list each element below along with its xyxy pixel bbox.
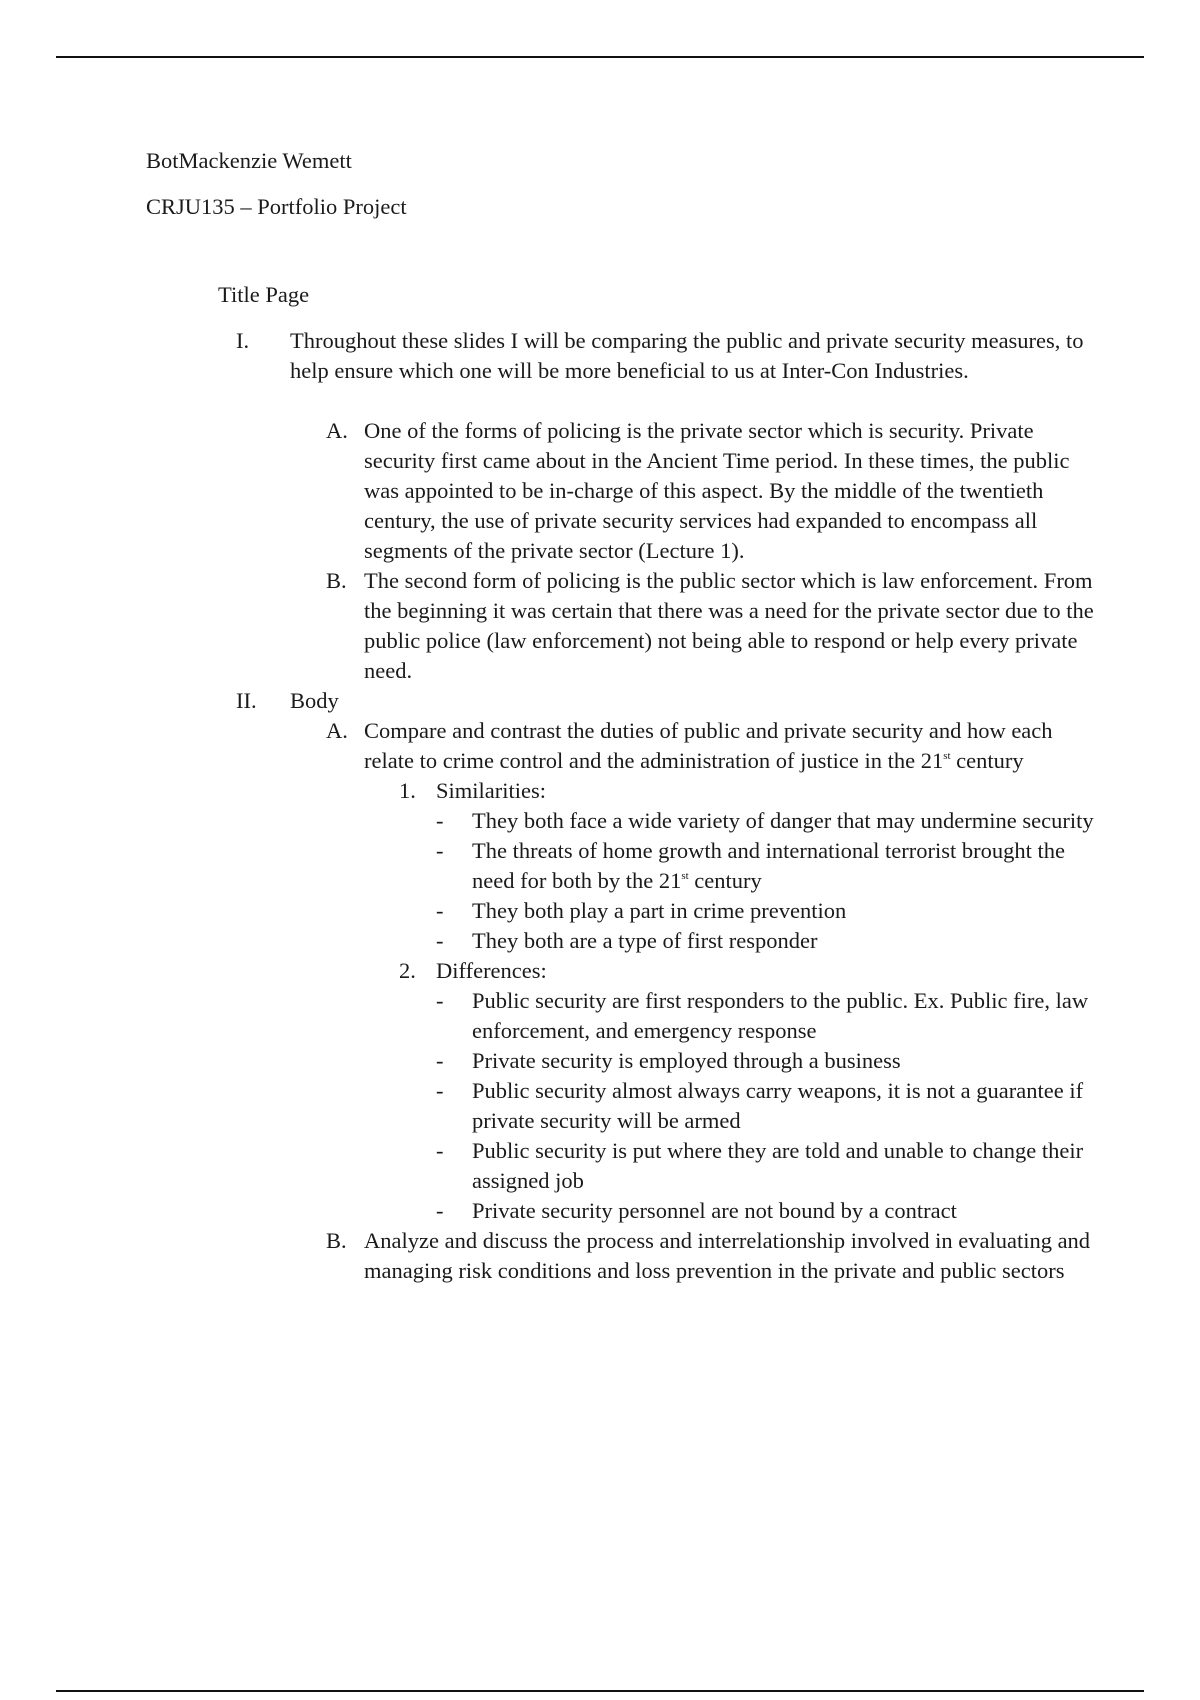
bullet-text: They both are a type of first responder — [472, 928, 818, 953]
section-ii — [146, 686, 1096, 716]
difference-bullet — [146, 986, 1096, 1046]
list-label: Differences: — [436, 958, 547, 983]
difference-bullet — [146, 1046, 1096, 1076]
dash-marker: - — [436, 808, 444, 833]
section-i-text: Throughout these slides I will be comparing the public and private security measures, to help ensure which one will be more beneficial to us at Inter-Con Industries. — [290, 328, 1084, 383]
top-rule — [56, 56, 1144, 58]
similarity-bullet — [146, 896, 1096, 926]
list-number: 1. — [399, 778, 416, 803]
dash-marker: - — [436, 898, 444, 923]
item-marker: A. — [326, 718, 348, 743]
item-text-end: century — [950, 748, 1024, 773]
ordinal-suffix: st — [943, 750, 951, 762]
dash-marker: - — [436, 1138, 444, 1163]
dash-marker: - — [436, 1198, 444, 1223]
bullet-text-end: century — [688, 868, 762, 893]
difference-bullet — [146, 1136, 1096, 1196]
item-marker: B. — [326, 1228, 347, 1253]
dash-marker: - — [436, 1078, 444, 1103]
bullet-text: They both face a wide variety of danger that may undermine security — [472, 808, 1094, 833]
author-name: BotMackenzie Wemett — [146, 148, 352, 173]
item-text: The second form of policing is the public sector which is law enforcement. From the beginning it was certain that there was a need for the private sector due to the public police (law enforcement) not being able to respond or help every private need. — [364, 568, 1094, 683]
outline — [146, 280, 1096, 1286]
differences-heading — [146, 956, 1096, 986]
ordinal-suffix: st — [681, 870, 689, 882]
item-text: Analyze and discuss the process and interrelationship involved in evaluating and managing risk conditions and loss prevention in the private and public sectors — [364, 1228, 1091, 1283]
bullet-text: Public security almost always carry weapons, it is not a guarantee if private security will be armed — [472, 1078, 1084, 1133]
dash-marker: - — [436, 838, 444, 863]
item-marker: B. — [326, 568, 347, 593]
item-text: One of the forms of policing is the private sector which is security. Private security first came about in the Ancient Time period. In these times, the public was appointed to be in-charge of this aspect. By the middle of the twentieth century, the use of private security services had expanded to encompass all segments of the private sector (Lecture 1). — [364, 418, 1070, 563]
section-i-item-b — [146, 566, 1096, 686]
item-text — [364, 716, 1096, 776]
section-i-marker: I. — [236, 328, 250, 353]
course-title: CRJU135 – Portfolio Project — [146, 194, 407, 219]
bullet-text-main: The threats of home growth and international terrorist brought the need for both by the 21 — [472, 838, 1065, 893]
similarity-bullet — [146, 836, 1096, 896]
dash-marker: - — [436, 928, 444, 953]
section-ii-text: Body — [290, 688, 339, 713]
bullet-text: Private security personnel are not bound by a contract — [472, 1198, 957, 1223]
dash-marker: - — [436, 988, 444, 1013]
item-marker: A. — [326, 418, 348, 443]
section-ii-item-b — [146, 1226, 1096, 1286]
bullet-text: Public security is put where they are told and unable to change their assigned job — [472, 1138, 1084, 1193]
document-header — [146, 146, 407, 238]
difference-bullet — [146, 1076, 1096, 1136]
bullet-text — [472, 836, 1096, 896]
similarities-heading — [146, 776, 1096, 806]
item-text-main: Compare and contrast the duties of public and private security and how each relate to crime control and the administration of justice in the 21 — [364, 718, 1053, 773]
list-number: 2. — [399, 958, 416, 983]
section-i — [146, 326, 1096, 386]
bottom-rule — [56, 1690, 1144, 1692]
outline-title-page: Title Page — [218, 282, 310, 307]
bullet-text: They both play a part in crime prevention — [472, 898, 847, 923]
section-ii-marker: II. — [236, 688, 257, 713]
dash-marker: - — [436, 1048, 444, 1073]
similarity-bullet — [146, 926, 1096, 956]
section-ii-item-a — [146, 716, 1096, 776]
similarity-bullet — [146, 806, 1096, 836]
difference-bullet — [146, 1196, 1096, 1226]
bullet-text: Private security is employed through a business — [472, 1048, 901, 1073]
bullet-text: Public security are first responders to the public. Ex. Public fire, law enforcement, and emergency response — [472, 988, 1089, 1043]
list-label: Similarities: — [436, 778, 546, 803]
section-i-item-a — [146, 416, 1096, 566]
